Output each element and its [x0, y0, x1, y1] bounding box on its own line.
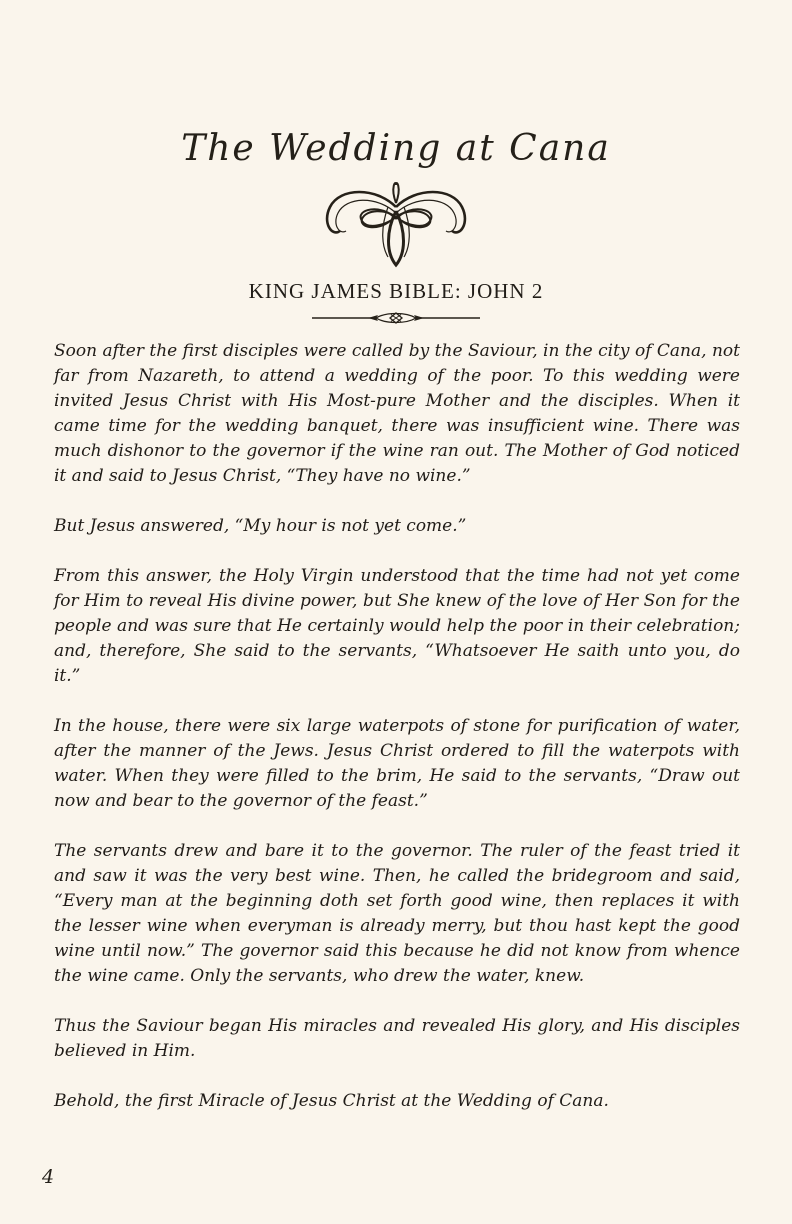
- body-text: [54, 339, 740, 1114]
- paragraph: In the house, there were six large waterpots of stone for purification of water, after the manner of the Jews. Jesus Christ ordered to fill the waterpots with water. When they were filled to the brim, He said to the servants, “Draw out now and bear to the governor of the feast.”: [54, 716, 740, 812]
- paragraph: Thus the Saviour began His miracles and revealed His glory, and His disciples believed in Him.: [54, 1016, 740, 1062]
- calligraphic-flourish-icon: [318, 254, 474, 273]
- paragraph: The servants drew and bare it to the governor. The ruler of the feast tried it and saw it was the very best wine. Then, he called the bridegroom and said, “Every man at the beginning doth set forth good wine, then replaces it with the lesser wine when everyman is already merry, but thou hast kept the good wine until now.” The governor said this because he did not know from whence the wine came. Only the servants, who drew the water, knew.: [54, 841, 740, 987]
- page-number: 4: [42, 1166, 55, 1188]
- paragraph: Behold, the first Miracle of Jesus Christ at the Wedding of Cana.: [54, 1091, 609, 1112]
- divider-container: [0, 310, 792, 326]
- diamond-rule-divider-icon: [310, 311, 482, 330]
- paragraph: Soon after the first disciples were called by the Saviour, in the city of Cana, not far from Nazareth, to attend a wedding of the poor. To this wedding were invited Jesus Christ with His Most-pure Mother and the disciples. When it came time for the wedding banquet, there was insufficient wine. There was much dishonor to the governor if the wine ran out. The Mother of God noticed it and said to Jesus Christ, “They have no wine.”: [54, 341, 740, 487]
- scripture-reference-heading: KING JAMES BIBLE: JOHN 2: [248, 279, 544, 304]
- page-title: The Wedding at Cana: [181, 128, 611, 169]
- flourish-container: [0, 173, 792, 269]
- paragraph: From this answer, the Holy Virgin understood that the time had not yet come for Him to reveal His divine power, but She knew of the love of Her Son for the people and was sure that He certainly would help the poor in their celebration; and, therefore, She said to the servants, “Whatsoever He saith unto you, do it.”: [54, 566, 740, 687]
- paragraph: But Jesus answered, “My hour is not yet come.”: [54, 516, 467, 537]
